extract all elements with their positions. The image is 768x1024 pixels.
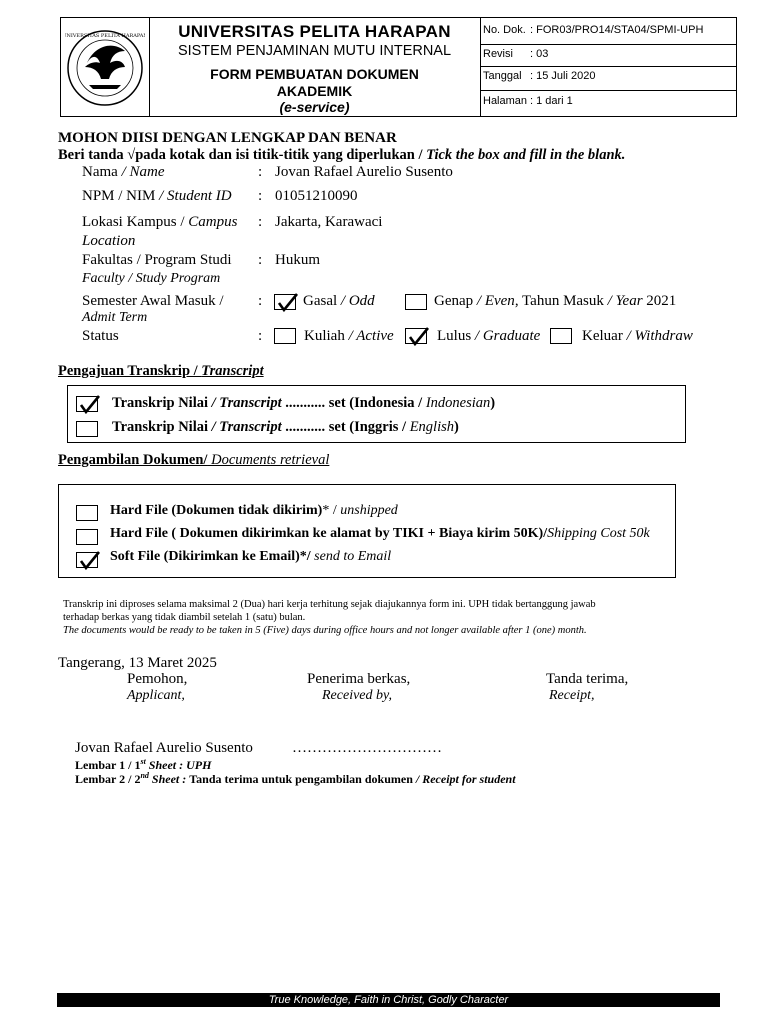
sheet2-note: Lembar 2 / 2nd Sheet : Tanda terima untuk pengambilan dokumen / Receipt for student [75,771,516,786]
meta-page: Halaman : 1 dari 1 [483,95,573,107]
footer-motto: True Knowledge, Faith in Christ, Godly Character [57,993,720,1007]
soft-file-label: Soft File (Dikirimkan ke Email)*/ send to Email [110,549,392,564]
university-logo [65,23,145,113]
status-withdraw-label: Keluar / Withdraw [582,328,693,344]
note-line3: The documents would be ready to be taken in 5 (Five) days during office hours and not longer available after 1 (one) month. [63,625,587,636]
place-date: Tangerang, 13 Maret 2025 [58,655,217,671]
soft-file-checkbox[interactable] [76,552,98,568]
checkmark-icon [276,291,300,313]
hard-unshipped-label: Hard File (Dokumen tidak dikirim)* / unshipped [110,503,398,518]
student-id-label: NPM / NIM / Student ID [82,188,232,204]
transcript-english-checkbox[interactable] [76,421,98,437]
checkmark-icon [407,325,431,347]
receiver-label: Penerima berkas, [307,671,411,687]
colon: : [258,188,263,204]
status-active-label: Kuliah / Active [304,328,394,344]
logo-seal-text: UNIVERSITAS PELITA HARAPAN [65,33,145,39]
status-graduate-checkbox[interactable] [405,328,427,344]
campus-label: Lokasi Kampus / Campus [82,214,238,230]
note-line2: terhadap berkas yang tidak diambil setelah 1 (satu) bulan. [63,612,306,623]
status-withdraw-checkbox[interactable] [550,328,572,344]
form-title-line2: AKADEMIK [276,83,353,99]
checkmark-icon [78,549,102,571]
colon: : [258,214,263,230]
semester-label-en: Admit Term [82,310,148,325]
form-title-line1: FORM PEMBUATAN DOKUMEN [210,66,419,82]
university-name: UNIVERSITAS PELITA HARAPAN [178,22,451,41]
meta-date: Tanggal : 15 Juli 2020 [483,70,596,82]
note-line1: Transkrip ini diproses selama maksimal 2 (Dua) hari kerja terhitung sejak diajukannya form ini. UPH tidak bertanggung jawab [63,599,596,610]
status-label: Status [82,328,119,344]
receipt-label: Tanda terima, [546,671,629,687]
receiver-signature-line: ………………………… [292,740,442,756]
sheet1-note: Lembar 1 / 1st Sheet : UPH [75,757,212,772]
transcript-heading: Pengajuan Transkrip / Transcript [58,363,264,379]
faculty-label: Fakultas / Program Studi [82,252,232,268]
transcript-indonesian-checkbox[interactable] [76,396,98,412]
transcript-english-row: Transkrip Nilai / Transcript ........... set (Inggris / English) [112,419,459,435]
instruction-subheading: Beri tanda √pada kotak dan isi titik-titik yang diperlukan / Tick the box and fill in the blank. [58,147,626,163]
system-name: SISTEM PENJAMINAN MUTU INTERNAL [177,43,452,59]
status-active-checkbox[interactable] [274,328,296,344]
campus-label-en: Location [82,233,136,249]
meta-doc-number: No. Dok. : FOR03/PRO14/STA04/SPMI-UPH [483,24,704,36]
faculty-value[interactable]: Hukum [275,252,320,268]
applicant-label: Pemohon, [127,671,188,687]
meta-revision: Revisi : 03 [483,48,549,60]
gasal-checkbox[interactable] [274,294,296,310]
transcript-indonesian-row: Transkrip Nilai / Transcript ........... set (Indonesia / Indonesian) [112,395,496,411]
name-label: Nama / Name [82,164,165,180]
status-graduate-label: Lulus / Graduate [437,328,541,344]
applicant-label-en: Applicant, [127,688,185,703]
hard-unshipped-checkbox[interactable] [76,505,98,521]
colon: : [258,293,263,309]
checkmark-icon [78,393,102,415]
faculty-label-en: Faculty / Study Program [82,271,221,286]
hard-shipped-label: Hard File ( Dokumen dikirimkan ke alamat by TIKI + Biaya kirim 50K)/Shipping Cost 50k [110,526,650,541]
receipt-label-en: Receipt, [549,688,595,703]
hard-shipped-checkbox[interactable] [76,529,98,545]
gasal-label: Gasal / Odd [303,293,375,309]
document-header [60,17,737,117]
genap-checkbox[interactable] [405,294,427,310]
student-id-value[interactable]: 01051210090 [275,188,358,204]
semester-label: Semester Awal Masuk / [82,293,224,309]
campus-value[interactable]: Jakarta, Karawaci [275,214,383,230]
colon: : [258,164,263,180]
instruction-heading: MOHON DIISI DENGAN LENGKAP DAN BENAR [58,130,397,146]
colon: : [258,328,263,344]
applicant-name: Jovan Rafael Aurelio Susento [75,740,253,756]
form-title-line3: (e-service) [279,99,350,115]
year-value: 2021 [642,293,677,309]
retrieval-heading: Pengambilan Dokumen/ Documents retrieval [58,452,330,468]
colon: : [258,252,263,268]
name-value[interactable]: Jovan Rafael Aurelio Susento [275,164,453,180]
genap-label: Genap / Even, Tahun Masuk / Year 2021 [434,293,677,309]
receiver-label-en: Received by, [322,688,392,703]
